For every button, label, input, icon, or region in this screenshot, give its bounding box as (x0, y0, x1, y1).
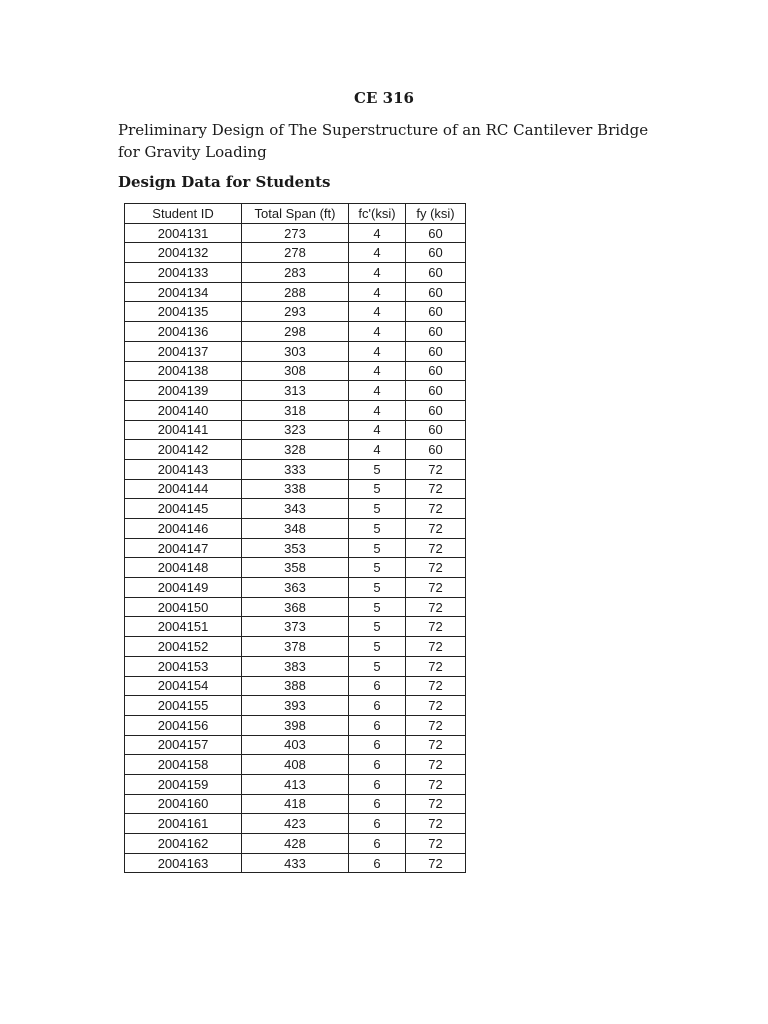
table-row (125, 814, 466, 834)
cell-fy: 72 (406, 519, 466, 539)
document-subtitle: Preliminary Design of The Superstructure of an RC Cantilever Bridge for Gravity Loading (118, 121, 649, 161)
table-row (125, 400, 466, 420)
cell-total-span: 338 (242, 479, 349, 499)
table-row (125, 479, 466, 499)
cell-fy: 72 (406, 735, 466, 755)
cell-fy: 60 (406, 361, 466, 381)
cell-fc: 5 (349, 597, 406, 617)
cell-student-id: 2004144 (125, 479, 242, 499)
cell-fy: 72 (406, 696, 466, 716)
table-body (125, 223, 466, 873)
cell-total-span: 433 (242, 853, 349, 873)
cell-total-span: 388 (242, 676, 349, 696)
cell-student-id: 2004145 (125, 499, 242, 519)
cell-fc: 5 (349, 656, 406, 676)
table-row (125, 263, 466, 283)
table-row (125, 223, 466, 243)
cell-total-span: 293 (242, 302, 349, 322)
cell-fc: 5 (349, 459, 406, 479)
cell-fc: 4 (349, 420, 406, 440)
cell-fc: 4 (349, 243, 406, 263)
cell-total-span: 273 (242, 223, 349, 243)
table-row (125, 656, 466, 676)
cell-total-span: 308 (242, 361, 349, 381)
cell-student-id: 2004141 (125, 420, 242, 440)
cell-total-span: 428 (242, 834, 349, 854)
cell-student-id: 2004160 (125, 794, 242, 814)
cell-student-id: 2004155 (125, 696, 242, 716)
cell-fc: 6 (349, 755, 406, 775)
cell-student-id: 2004140 (125, 400, 242, 420)
table-row (125, 322, 466, 342)
cell-total-span: 418 (242, 794, 349, 814)
cell-fc: 5 (349, 479, 406, 499)
table-row (125, 696, 466, 716)
cell-total-span: 403 (242, 735, 349, 755)
table-row (125, 834, 466, 854)
cell-fc: 4 (349, 322, 406, 342)
table-row (125, 538, 466, 558)
cell-student-id: 2004148 (125, 558, 242, 578)
cell-fc: 6 (349, 696, 406, 716)
cell-total-span: 328 (242, 440, 349, 460)
cell-student-id: 2004143 (125, 459, 242, 479)
cell-student-id: 2004146 (125, 519, 242, 539)
table-header-row (125, 204, 466, 224)
cell-student-id: 2004147 (125, 538, 242, 558)
cell-fc: 6 (349, 735, 406, 755)
table-row (125, 637, 466, 657)
cell-fy: 72 (406, 538, 466, 558)
table-row (125, 715, 466, 735)
cell-student-id: 2004133 (125, 263, 242, 283)
course-title: CE 316 (354, 89, 414, 107)
cell-fc: 6 (349, 834, 406, 854)
cell-total-span: 358 (242, 558, 349, 578)
cell-fy: 72 (406, 558, 466, 578)
cell-fy: 60 (406, 223, 466, 243)
cell-total-span: 298 (242, 322, 349, 342)
cell-fy: 72 (406, 597, 466, 617)
cell-student-id: 2004152 (125, 637, 242, 657)
cell-total-span: 283 (242, 263, 349, 283)
table-row (125, 578, 466, 598)
cell-fc: 5 (349, 578, 406, 598)
cell-fy: 72 (406, 676, 466, 696)
cell-total-span: 353 (242, 538, 349, 558)
cell-total-span: 288 (242, 282, 349, 302)
table-row (125, 558, 466, 578)
cell-fy: 72 (406, 656, 466, 676)
cell-fy: 72 (406, 637, 466, 657)
cell-fc: 5 (349, 637, 406, 657)
cell-student-id: 2004154 (125, 676, 242, 696)
cell-student-id: 2004158 (125, 755, 242, 775)
cell-total-span: 413 (242, 774, 349, 794)
cell-fy: 60 (406, 322, 466, 342)
table-row (125, 381, 466, 401)
cell-student-id: 2004150 (125, 597, 242, 617)
cell-fc: 4 (349, 400, 406, 420)
table-row (125, 794, 466, 814)
table-row (125, 440, 466, 460)
cell-total-span: 363 (242, 578, 349, 598)
header-fc: fc'(ksi) (349, 204, 406, 224)
cell-fc: 6 (349, 814, 406, 834)
cell-fc: 6 (349, 774, 406, 794)
cell-total-span: 348 (242, 519, 349, 539)
design-data-table (124, 203, 466, 873)
cell-fc: 4 (349, 341, 406, 361)
table-row (125, 243, 466, 263)
cell-total-span: 393 (242, 696, 349, 716)
cell-student-id: 2004139 (125, 381, 242, 401)
cell-total-span: 383 (242, 656, 349, 676)
table-row (125, 735, 466, 755)
table-row (125, 853, 466, 873)
table-row (125, 617, 466, 637)
cell-student-id: 2004134 (125, 282, 242, 302)
header-fy: fy (ksi) (406, 204, 466, 224)
cell-fy: 72 (406, 479, 466, 499)
cell-fc: 6 (349, 676, 406, 696)
cell-fy: 60 (406, 440, 466, 460)
cell-fc: 5 (349, 558, 406, 578)
cell-student-id: 2004132 (125, 243, 242, 263)
cell-fc: 6 (349, 794, 406, 814)
cell-total-span: 333 (242, 459, 349, 479)
cell-fy: 60 (406, 341, 466, 361)
cell-fy: 60 (406, 381, 466, 401)
cell-fy: 60 (406, 282, 466, 302)
cell-fy: 60 (406, 263, 466, 283)
cell-student-id: 2004136 (125, 322, 242, 342)
cell-student-id: 2004163 (125, 853, 242, 873)
cell-student-id: 2004159 (125, 774, 242, 794)
cell-student-id: 2004137 (125, 341, 242, 361)
cell-student-id: 2004153 (125, 656, 242, 676)
cell-student-id: 2004151 (125, 617, 242, 637)
cell-fy: 72 (406, 499, 466, 519)
cell-fy: 72 (406, 715, 466, 735)
cell-total-span: 378 (242, 637, 349, 657)
cell-fc: 5 (349, 617, 406, 637)
cell-fc: 4 (349, 361, 406, 381)
header-student-id: Student ID (125, 204, 242, 224)
cell-student-id: 2004156 (125, 715, 242, 735)
cell-total-span: 343 (242, 499, 349, 519)
table-row (125, 519, 466, 539)
table-row (125, 420, 466, 440)
cell-fy: 60 (406, 302, 466, 322)
table-row (125, 774, 466, 794)
cell-total-span: 313 (242, 381, 349, 401)
section-heading: Design Data for Students (118, 173, 331, 191)
cell-fc: 5 (349, 499, 406, 519)
cell-total-span: 318 (242, 400, 349, 420)
cell-fy: 72 (406, 814, 466, 834)
cell-fy: 72 (406, 755, 466, 775)
cell-fc: 6 (349, 853, 406, 873)
cell-fc: 5 (349, 538, 406, 558)
header-total-span: Total Span (ft) (242, 204, 349, 224)
cell-student-id: 2004157 (125, 735, 242, 755)
cell-total-span: 303 (242, 341, 349, 361)
cell-fc: 4 (349, 440, 406, 460)
cell-fy: 60 (406, 400, 466, 420)
cell-student-id: 2004142 (125, 440, 242, 460)
cell-fy: 72 (406, 834, 466, 854)
cell-student-id: 2004135 (125, 302, 242, 322)
cell-total-span: 368 (242, 597, 349, 617)
cell-fc: 4 (349, 263, 406, 283)
cell-student-id: 2004161 (125, 814, 242, 834)
cell-total-span: 323 (242, 420, 349, 440)
table-row (125, 302, 466, 322)
table-row (125, 459, 466, 479)
cell-fy: 60 (406, 420, 466, 440)
cell-total-span: 423 (242, 814, 349, 834)
cell-student-id: 2004138 (125, 361, 242, 381)
cell-student-id: 2004149 (125, 578, 242, 598)
table-row (125, 341, 466, 361)
table-row (125, 676, 466, 696)
cell-fc: 4 (349, 282, 406, 302)
cell-student-id: 2004131 (125, 223, 242, 243)
table-row (125, 755, 466, 775)
table-row (125, 361, 466, 381)
cell-total-span: 398 (242, 715, 349, 735)
cell-fy: 72 (406, 617, 466, 637)
cell-fc: 4 (349, 223, 406, 243)
cell-fy: 72 (406, 459, 466, 479)
cell-fy: 72 (406, 774, 466, 794)
cell-fy: 60 (406, 243, 466, 263)
cell-fy: 72 (406, 578, 466, 598)
cell-fc: 4 (349, 381, 406, 401)
cell-fy: 72 (406, 794, 466, 814)
cell-student-id: 2004162 (125, 834, 242, 854)
cell-fc: 5 (349, 519, 406, 539)
table-row (125, 597, 466, 617)
cell-total-span: 278 (242, 243, 349, 263)
table-row (125, 282, 466, 302)
cell-fy: 72 (406, 853, 466, 873)
cell-fc: 6 (349, 715, 406, 735)
cell-total-span: 373 (242, 617, 349, 637)
table-row (125, 499, 466, 519)
cell-fc: 4 (349, 302, 406, 322)
cell-total-span: 408 (242, 755, 349, 775)
